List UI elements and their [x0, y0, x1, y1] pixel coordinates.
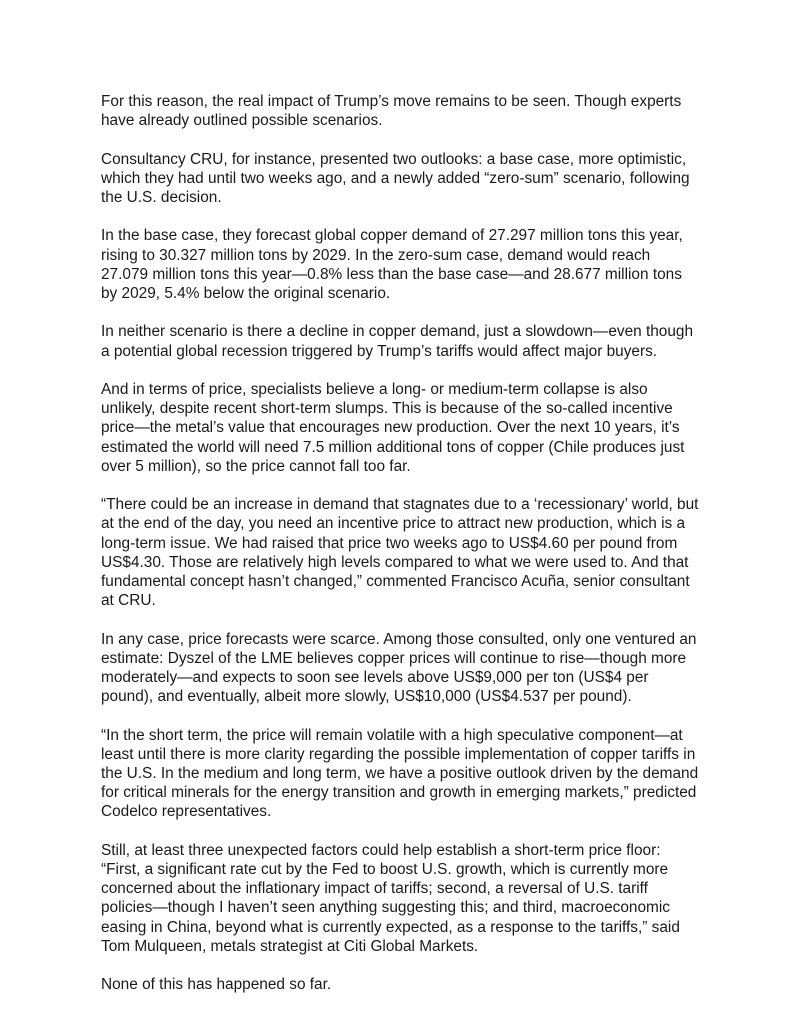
paragraph-5: And in terms of price, specialists believe a long- or medium-term collapse is also unlikely, despite recent short-term slumps. This is because of the so-called incentive price—the metal’s value that encourages new production. Over the next 10 years, it’s estimated the world will need 7.5 million additional tons of copper (Chile produces just over 5 million), so the price cannot fall too far.: [101, 380, 685, 475]
paragraph-3: In the base case, they forecast global copper demand of 27.297 million tons this year, rising to 30.327 million tons by 2029. In the zero-sum case, demand would reach 27.079 million tons this year—0.8% less than the base case—and 28.677 million tons by 2029, 5.4% below the original scenario.: [101, 227, 683, 302]
paragraph-9: Still, at least three unexpected factors could help establish a short-term price floor: “First, a significant rate cut by the Fed to boost U.S. growth, which is currently more concerned about the inflationary impact of tariffs; second, a reversal of U.S. tariff policies—though I haven’t seen anything suggesting this; and third, macroeconomic easing in China, beyond what is currently expected, as a response to the tariffs,” said Tom Mulqueen, metals strategist at Citi Global Markets.: [101, 841, 680, 955]
paragraph-4: In neither scenario is there a decline in copper demand, just a slowdown—even though a potential global recession triggered by Trump’s tariffs would affect major buyers.: [101, 323, 694, 360]
paragraph-2: Consultancy CRU, for instance, presented two outlooks: a base case, more optimistic, which they had until two weeks ago, and a newly added “zero-sum” scenario, following the U.S. decision.: [101, 150, 690, 206]
document-body: [101, 92, 701, 1014]
paragraph-6: “There could be an increase in demand that stagnates due to a ‘recessionary’ world, but at the end of the day, you need an incentive price to attract new production, which is a long-term issue. We had raised that price two weeks ago to US$4.60 per pound from US$4.30. Those are relatively high levels compared to what we were used to. And that fundamental concept hasn’t changed,” commented Francisco Acuña, senior consultant at CRU.: [101, 496, 699, 610]
paragraph-1: For this reason, the real impact of Trump’s move remains to be seen. Though experts have already outlined possible scenarios.: [101, 93, 682, 130]
paragraph-8: “In the short term, the price will remain volatile with a high speculative component—at least until there is more clarity regarding the possible implementation of copper tariffs in the U.S. In the medium and long term, we have a positive outlook driven by the demand for critical minerals for the energy transition and growth in emerging markets,” predicted Codelco representatives.: [101, 726, 699, 821]
paragraph-10: None of this has happened so far.: [101, 976, 332, 994]
paragraph-7: In any case, price forecasts were scarce. Among those consulted, only one ventured an estimate: Dyszel of the LME believes copper prices will continue to rise—though more moderately—and expects to soon see levels above US$9,000 per ton (US$4 per pound), and eventually, albeit more slowly, US$10,000 (US$4.537 per pound).: [101, 630, 697, 706]
